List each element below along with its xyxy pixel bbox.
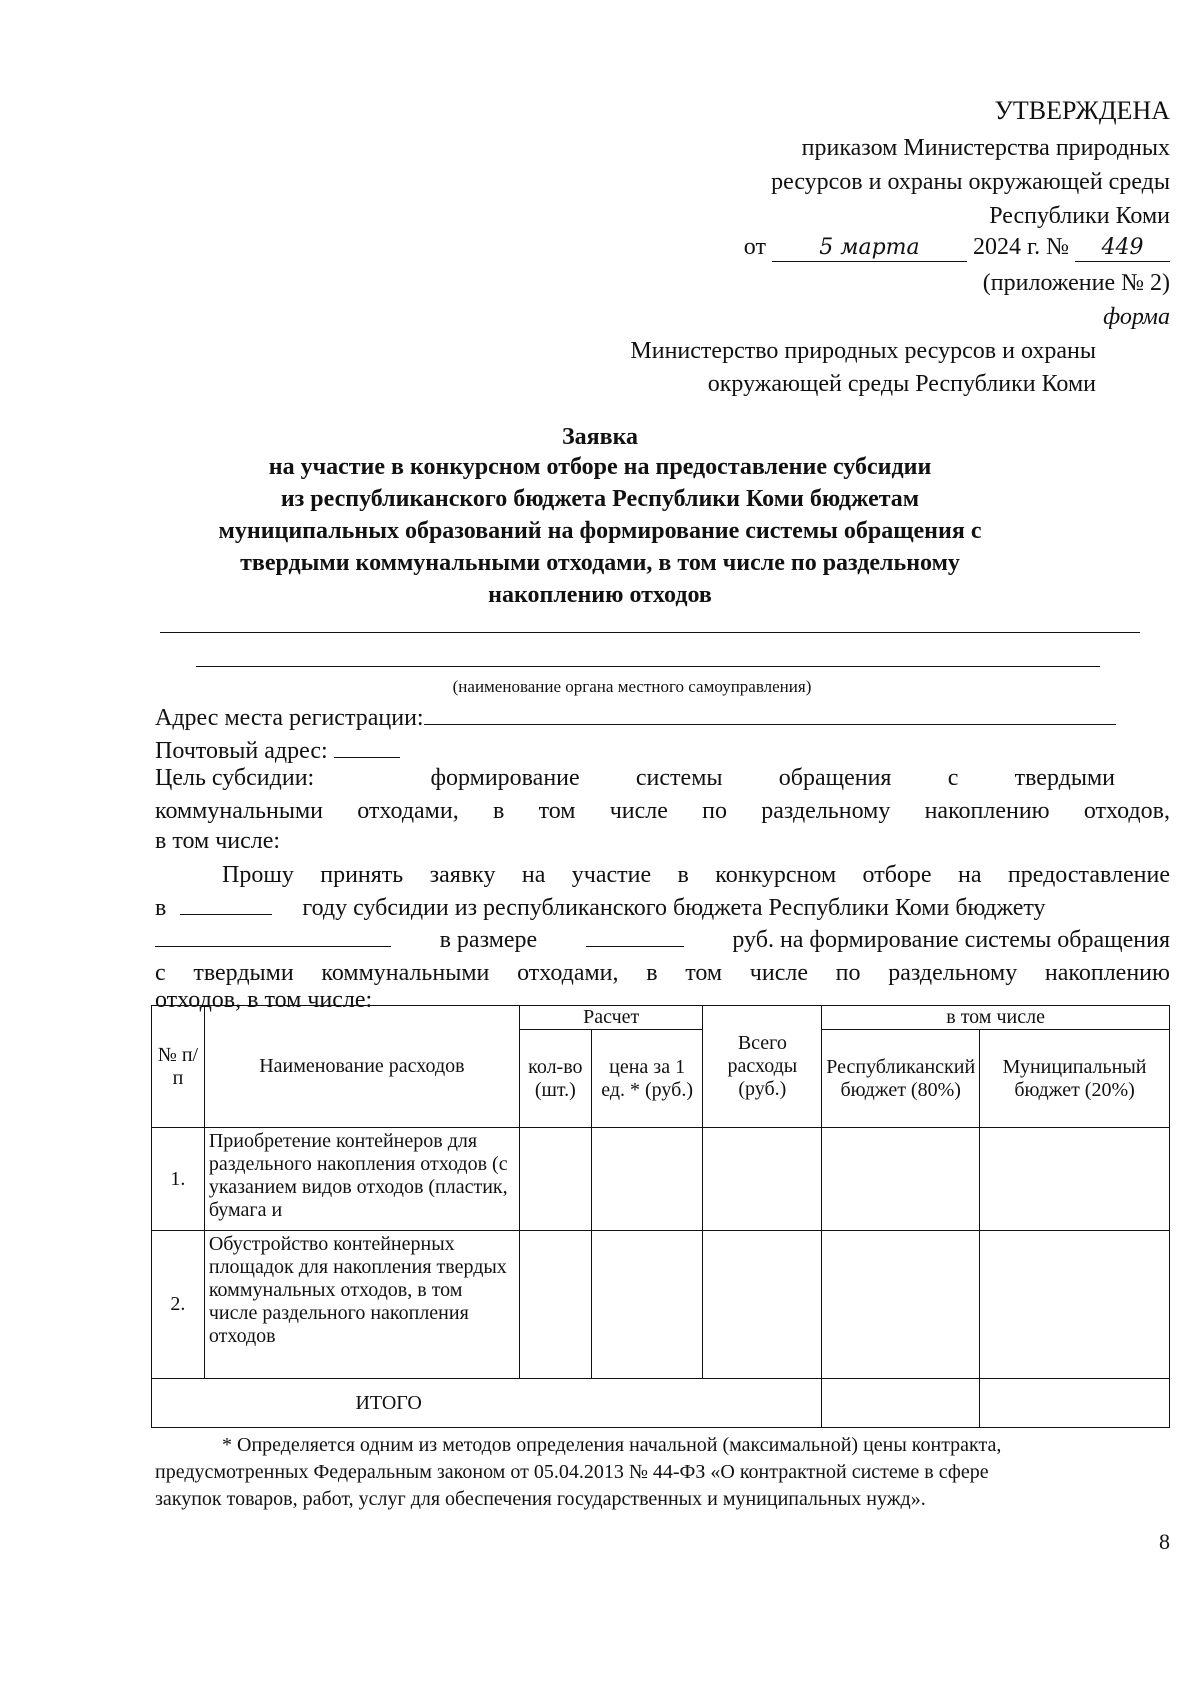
total-municipal-budget[interactable] (980, 1379, 1170, 1428)
table-total-row (152, 1379, 1170, 1428)
goal-word: коммунальными (155, 798, 323, 824)
request-line-2 (155, 893, 1046, 923)
total-label: ИТОГО (152, 1379, 822, 1428)
org-name-line-2 (196, 666, 1100, 667)
cell-total[interactable] (703, 1231, 822, 1379)
handwritten-date: 5 марта (772, 235, 967, 262)
postal-blank (334, 737, 400, 758)
request-word: раздельному (888, 960, 1018, 986)
heading-line-6: накоплению отходов (488, 582, 712, 608)
header-number: № п/ п (152, 1006, 205, 1128)
postal-row (155, 736, 400, 766)
row-number: 1. (152, 1128, 205, 1231)
cell-total[interactable] (703, 1128, 822, 1231)
goal-row (155, 763, 1170, 793)
request-word: на (521, 862, 546, 888)
row-name-text: Приобретение контейнеров для раздельного накопления отходов (с указанием видов отходов (пластик, бумага и (208, 1130, 508, 1221)
heading-line-3: из республиканского бюджета Республики Коми бюджетам (280, 486, 920, 512)
appendix-label: (приложение № 2) (982, 270, 1170, 296)
row-name (204, 1128, 519, 1231)
approval-line-3: Республики Коми (989, 203, 1170, 229)
year-blank (180, 894, 272, 915)
expenses-table (151, 1005, 1170, 1428)
row-number: 2. (152, 1231, 205, 1379)
goal-label: Цель субсидии: (155, 765, 315, 791)
org-name-line-1 (160, 632, 1140, 633)
cell-republic-budget[interactable] (822, 1231, 980, 1379)
cell-price[interactable] (591, 1231, 703, 1379)
goal-word: обращения (778, 765, 892, 791)
request-word: с (155, 960, 166, 986)
address-row (155, 703, 1116, 733)
postal-label: Почтовый адрес: (155, 738, 328, 764)
request-text: году субсидии из республиканского бюджета Республики Коми бюджету (302, 895, 1046, 921)
approval-line-2: ресурсов и охраны окружающей среды (771, 169, 1170, 195)
request-word: отходами, (517, 960, 619, 986)
request-prefix: в (155, 895, 167, 921)
goal-word: том (538, 798, 576, 824)
row-name (204, 1231, 519, 1379)
header-total: Всего расходы (руб.) (703, 1006, 822, 1128)
amount-blank (586, 926, 684, 947)
goal-line-2 (155, 796, 1170, 826)
year-number-label: 2024 г. № (972, 234, 1069, 260)
approval-date-line (744, 232, 1170, 262)
header-price: цена за 1 ед. * (руб.) (591, 1030, 703, 1128)
request-word: заявку (429, 862, 496, 888)
header-municipal-budget: Муниципальный бюджет (20%) (980, 1030, 1170, 1128)
cell-municipal-budget[interactable] (980, 1231, 1170, 1379)
row-name-text: Обустройство контейнерных площадок для накопления твердых коммунальных отходов, в том числе раздельного накопления отходов (208, 1233, 507, 1347)
goal-word: системы (635, 765, 723, 791)
request-line-3 (155, 925, 1170, 955)
table-header-row (152, 1006, 1170, 1030)
request-word: Прошу (222, 862, 294, 888)
goal-word: по (702, 798, 728, 824)
request-word: принять (320, 862, 404, 888)
org-name-caption: (наименование органа местного самоуправления) (452, 677, 812, 696)
form-label: форма (1103, 304, 1170, 330)
request-word: отборе (862, 862, 932, 888)
cell-republic-budget[interactable] (822, 1128, 980, 1231)
total-republic-budget[interactable] (822, 1379, 980, 1428)
header-republic-budget: Республиканский бюджет (80%) (822, 1030, 980, 1128)
request-line-1 (222, 860, 1170, 890)
cell-quantity[interactable] (519, 1231, 591, 1379)
header-including: в том числе (822, 1006, 1170, 1030)
table-row (152, 1231, 1170, 1379)
request-word: в (677, 862, 689, 888)
header-quantity: кол-во (шт.) (519, 1030, 591, 1128)
heading-line-1: Заявка (561, 424, 639, 450)
header-name: Наименование расходов (204, 1006, 519, 1128)
recipient-line-1: Министерство природных ресурсов и охраны (630, 338, 1096, 364)
request-word: участие (571, 862, 652, 888)
heading-line-4: муниципальных образований на формирование системы обращения с (218, 518, 982, 544)
date-prefix: от (743, 234, 766, 260)
approval-line-1: приказом Министерства природных (801, 135, 1170, 161)
header-calc: Расчет (519, 1006, 703, 1030)
goal-word: отходами, (357, 798, 459, 824)
amount-label: в размере (439, 927, 538, 953)
request-word: по (835, 960, 861, 986)
goal-word: в (492, 798, 505, 824)
request-word: конкурсном (715, 862, 837, 888)
goal-line-3: в том числе: (155, 828, 281, 854)
approval-title: УТВЕРЖДЕНА (994, 96, 1170, 125)
request-word: коммунальными (321, 960, 490, 986)
request-word: числе (749, 960, 808, 986)
request-word: том (685, 960, 723, 986)
request-word: накоплению (1044, 960, 1170, 986)
request-text: руб. на формирование системы обращения (732, 927, 1170, 953)
goal-word: с (947, 765, 959, 791)
goal-word: числе (609, 798, 668, 824)
heading-line-2: на участие в конкурсном отборе на предоставление субсидии (268, 454, 932, 480)
footnote-line-2: предусмотренных Федеральным законом от 05.04.2013 № 44-ФЗ «О контрактной системе в сфере (155, 1461, 989, 1483)
goal-word: накоплению (924, 798, 1050, 824)
cell-price[interactable] (591, 1128, 703, 1231)
cell-quantity[interactable] (519, 1128, 591, 1231)
request-word: твердыми (193, 960, 294, 986)
goal-word: формирование (430, 765, 580, 791)
goal-word: раздельному (761, 798, 891, 824)
address-label: Адрес места регистрации: (155, 705, 424, 731)
request-word: в (646, 960, 658, 986)
page-number: 8 (1159, 1529, 1170, 1554)
footnote-line-1: * Определяется одним из методов определения начальной (максимальной) цены контракта, (222, 1434, 1002, 1456)
goal-word: отходов, (1083, 798, 1170, 824)
handwritten-number: 449 (1075, 235, 1170, 262)
footnote-line-3: закупок товаров, работ, услуг для обеспечения государственных и муниципальных нужд». (155, 1488, 926, 1510)
request-line-4 (155, 958, 1170, 988)
recipient-blank (155, 926, 391, 947)
request-word: на (958, 862, 982, 888)
request-word: предоставление (1007, 862, 1170, 888)
heading-line-5: твердыми коммунальными отходами, в том числе по раздельному (240, 550, 960, 576)
cell-municipal-budget[interactable] (980, 1128, 1170, 1231)
table-row (152, 1128, 1170, 1231)
goal-word: твердыми (1014, 765, 1115, 791)
request-line-5: отходов, в том числе: (155, 987, 373, 1013)
address-blank (424, 704, 1116, 725)
recipient-line-2: окружающей среды Республики Коми (707, 371, 1096, 397)
